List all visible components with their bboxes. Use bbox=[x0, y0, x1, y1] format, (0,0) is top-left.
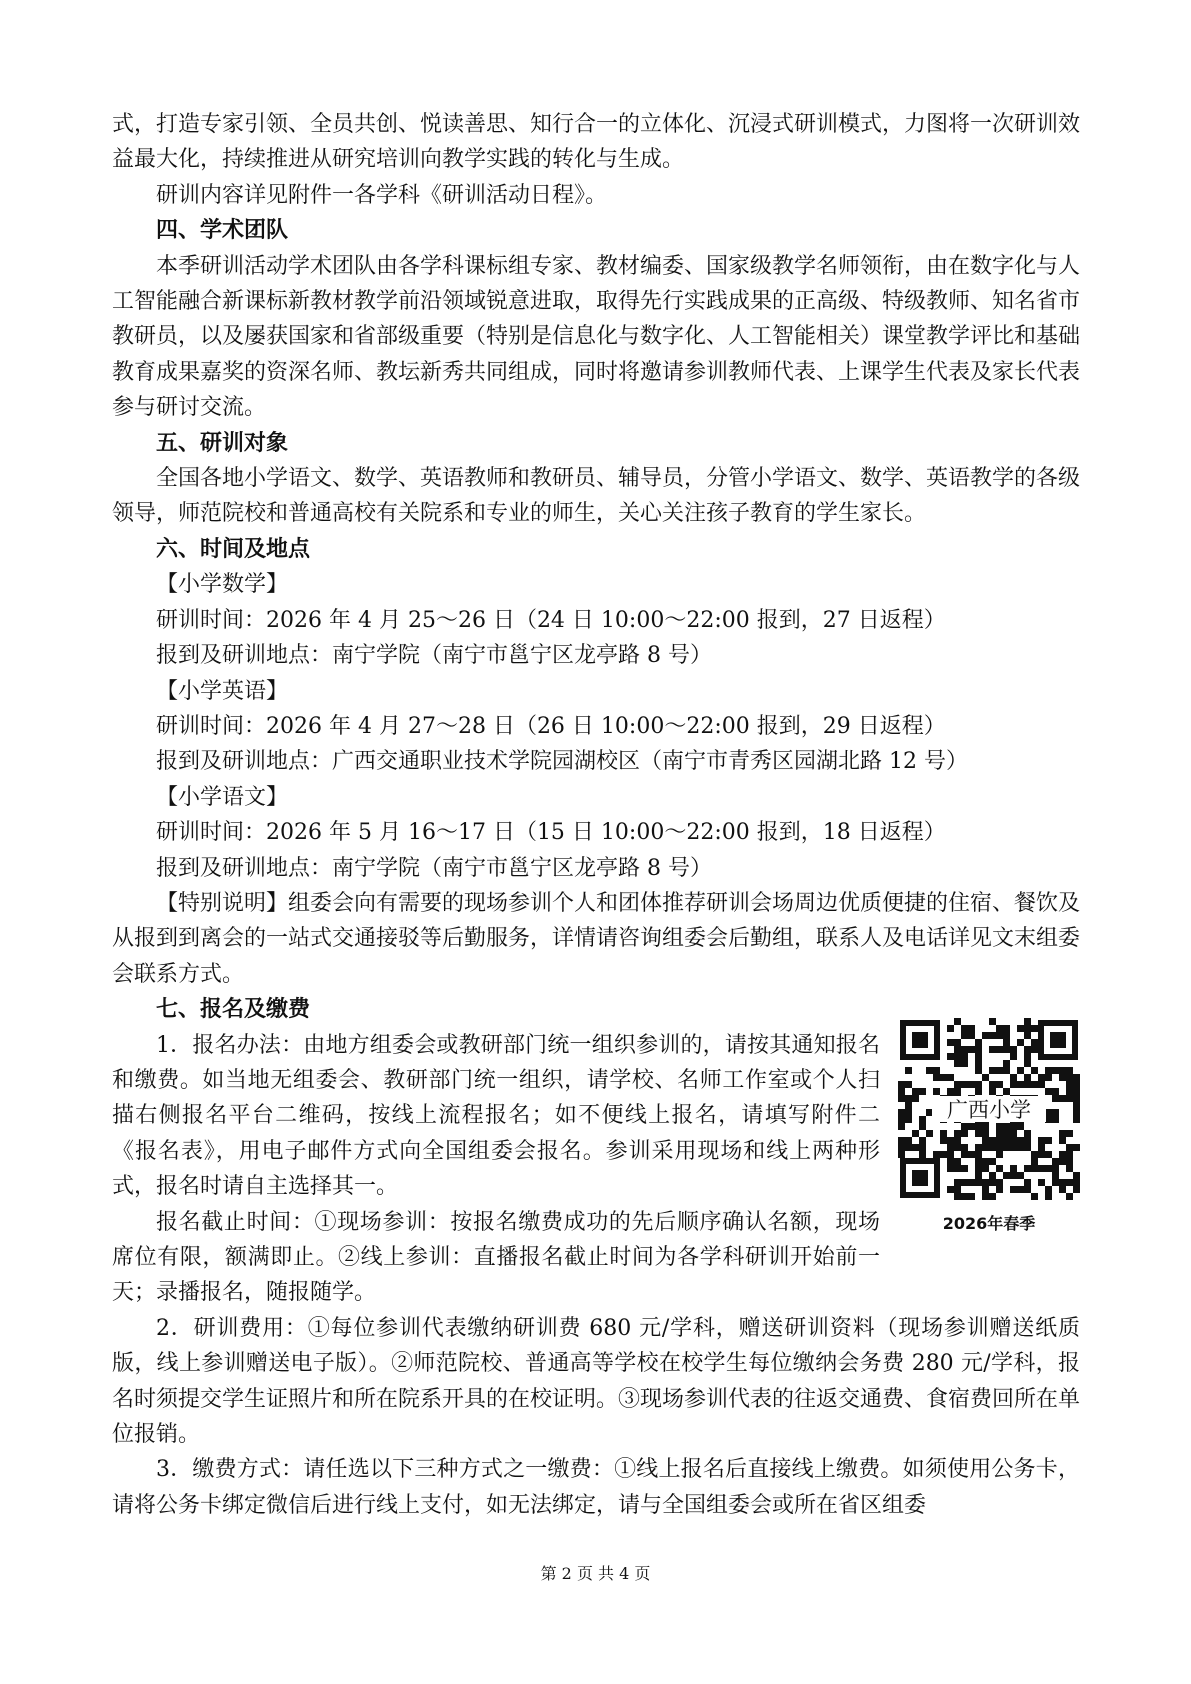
heading-academic-team: 四、学术团队 bbox=[156, 218, 289, 244]
math-subject-tag: 【小学数学】 bbox=[156, 572, 289, 598]
payment-method: 3．缴费方式：请任选以下三种方式之一缴费：①线上报名后直接线上缴费。如须使用公务卡，请将公务卡绑定微信后进行线上支付，如无法绑定，请与全国组委会或所在省区组委 bbox=[112, 1457, 1080, 1518]
paragraph-training-mode: 式，打造专家引领、全员共创、悦读善思、知行合一的立体化、沉浸式研训模式，力图将一次研训效益最大化，持续推进从研究培训向教学实践的转化与生成。 bbox=[112, 112, 1081, 173]
paragraph-academic-team: 本季研训活动学术团队由各学科课标组专家、教材编委、国家级教学名师领衔，由在数字化与人工智能融合新课标新教材教学前沿领域锐意进取，取得先行实践成果的正高级、特级教师、知名省市教研员，以及屡获国家和省部级重要（特别是信息化与数字化、人工智能相关）课堂教学评比和基础教育成果嘉奖的资深名师、教坛新秀共同组成，同时将邀请参训教师代表、上课学生代表及家长代表参与研讨交流。 bbox=[112, 253, 1081, 421]
qr-overlay-label: 广西小学 bbox=[947, 1097, 1031, 1122]
document-body bbox=[112, 107, 1080, 1523]
english-place: 报到及研训地点：广西交通职业技术学院园湖校区（南宁市青秀区园湖北路 12 号） bbox=[156, 749, 968, 775]
signup-deadline: 报名截止时间：①现场参训：按报名缴费成功的先后顺序确认名额，现场席位有限，额满即止。②线上参训：直播报名截止时间为各学科研训开始前一天；录播报名，随报随学。 bbox=[112, 1209, 880, 1306]
heading-training-target: 五、研训对象 bbox=[156, 430, 289, 456]
qr-caption: 2026年春季 bbox=[942, 1213, 1036, 1233]
chinese-time: 研训时间：2026 年 5 月 16～17 日（15 日 10:00～22:00 报到，18 日返程） bbox=[156, 820, 946, 846]
qr-code-icon[interactable] bbox=[898, 1018, 1080, 1200]
english-time: 研训时间：2026 年 4 月 27～28 日（26 日 10:00～22:00 报到，29 日返程） bbox=[156, 713, 946, 739]
chinese-subject-tag: 【小学语文】 bbox=[156, 784, 289, 810]
signup-section bbox=[112, 1028, 1080, 1311]
page-footer: 第 2 页 共 4 页 bbox=[540, 1564, 651, 1583]
english-subject-tag: 【小学英语】 bbox=[156, 678, 289, 704]
paragraph-training-target: 全国各地小学语文、数学、英语教师和教研员、辅导员，分管小学语文、数学、英语教学的各级领导，师范院校和普通高校有关院系和专业的师生，关心关注孩子教育的学生家长。 bbox=[112, 466, 1081, 527]
training-fee: 2．研训费用：①每位参训代表缴纳研训费 680 元/学科，赠送研训资料（现场参训赠送纸质版，线上参训赠送电子版）。②师范院校、普通高等学校在校学生每位缴纳会务费 280 元/学科，报名时须提交学生证照片和所在院系开具的在校证明。③现场参训代表的往返交通费、食宿费回所在单位报销。 bbox=[112, 1315, 1081, 1448]
heading-time-place: 六、时间及地点 bbox=[156, 536, 311, 562]
signup-method: 1．报名办法：由地方组委会或教研部门统一组织参训的，请按其通知报名和缴费。如当地无组委会、教研部门统一组织，请学校、名师工作室或个人扫描右侧报名平台二维码，按线上流程报名；如不便线上报名，请填写附件二《报名表》，用电子邮件方式向全国组委会报名。参训采用现场和线上两种形式，报名时请自主选择其一。 bbox=[112, 1032, 880, 1200]
paragraph-schedule-ref: 研训内容详见附件一各学科《研训活动日程》。 bbox=[156, 182, 608, 208]
heading-signup-fee: 七、报名及缴费 bbox=[156, 997, 311, 1023]
signup-text bbox=[112, 1028, 880, 1311]
math-place: 报到及研训地点：南宁学院（南宁市邕宁区龙亭路 8 号） bbox=[156, 643, 712, 669]
special-note: 【特别说明】组委会向有需要的现场参训个人和团体推荐研训会场周边优质便捷的住宿、餐饮及从报到到离会的一站式交通接驳等后勤服务，详情请咨询组委会后勤组，联系人及电话详见文末组委会联系方式。 bbox=[112, 890, 1081, 987]
math-time: 研训时间：2026 年 4 月 25～26 日（24 日 10:00～22:00 报到，27 日返程） bbox=[156, 607, 946, 633]
chinese-place: 报到及研训地点：南宁学院（南宁市邕宁区龙亭路 8 号） bbox=[156, 855, 712, 881]
signup-qr-block bbox=[898, 1018, 1080, 1234]
